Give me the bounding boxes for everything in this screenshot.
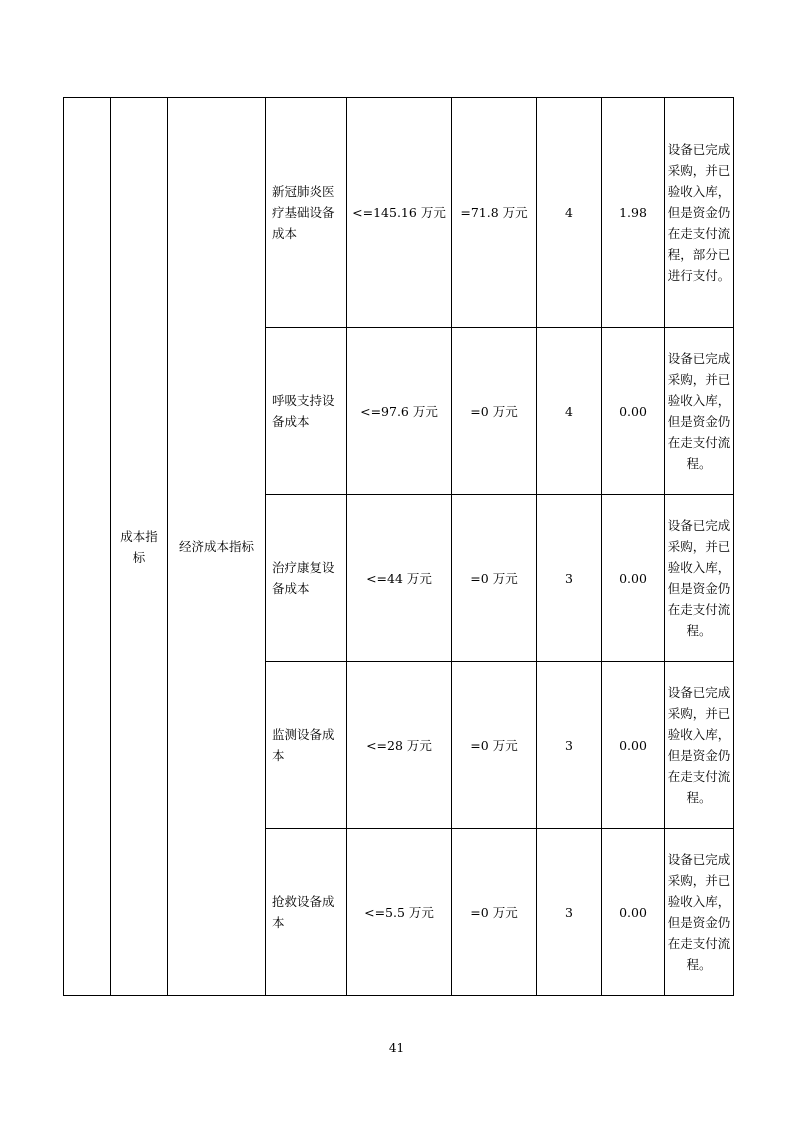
actual-cell: =0 万元 [452,495,537,662]
score-cell: 1.98 [602,98,665,328]
indicator-cell: 监测设备成本 [266,662,347,829]
weight-cell: 3 [537,662,602,829]
page-number: 41 [388,1041,405,1055]
level3-cell [168,98,266,996]
indicator-cell: 抢救设备成本 [266,829,347,996]
note-cell: 设备已完成采购，并已验收入库，但是资金仍在走支付流程。 [665,829,734,996]
weight-cell: 4 [537,98,602,328]
indicator-cell: 新冠肺炎医疗基础设备成本 [266,98,347,328]
level2-label: 成本指标 [120,528,158,565]
note-cell: 设备已完成采购，并已验收入库，但是资金仍在走支付流程。 [665,495,734,662]
table-body [64,98,734,996]
indicator-cell: 治疗康复设备成本 [266,495,347,662]
target-cell: <=97.6 万元 [347,328,452,495]
target-cell: <=5.5 万元 [347,829,452,996]
target-cell: <=28 万元 [347,662,452,829]
weight-cell: 4 [537,328,602,495]
indicator-table [63,97,734,996]
weight-cell: 3 [537,495,602,662]
score-cell: 0.00 [602,495,665,662]
score-cell: 0.00 [602,662,665,829]
level3-label: 经济成本指标 [178,539,254,554]
target-cell: <=44 万元 [347,495,452,662]
actual-cell: =0 万元 [452,328,537,495]
level2-cell [111,98,168,996]
note-cell: 设备已完成采购，并已验收入库，但是资金仍在走支付流程。 [665,662,734,829]
table-row [64,98,734,328]
actual-cell: =0 万元 [452,662,537,829]
indicator-cell: 呼吸支持设备成本 [266,328,347,495]
score-cell: 0.00 [602,328,665,495]
level1-cell [64,98,111,996]
note-cell: 设备已完成采购，并已验收入库，但是资金仍在走支付流程，部分已进行支付。 [665,98,734,328]
actual-cell: =0 万元 [452,829,537,996]
actual-cell: =71.8 万元 [452,98,537,328]
weight-cell: 3 [537,829,602,996]
note-cell: 设备已完成采购，并已验收入库，但是资金仍在走支付流程。 [665,328,734,495]
score-cell: 0.00 [602,829,665,996]
target-cell: <=145.16 万元 [347,98,452,328]
